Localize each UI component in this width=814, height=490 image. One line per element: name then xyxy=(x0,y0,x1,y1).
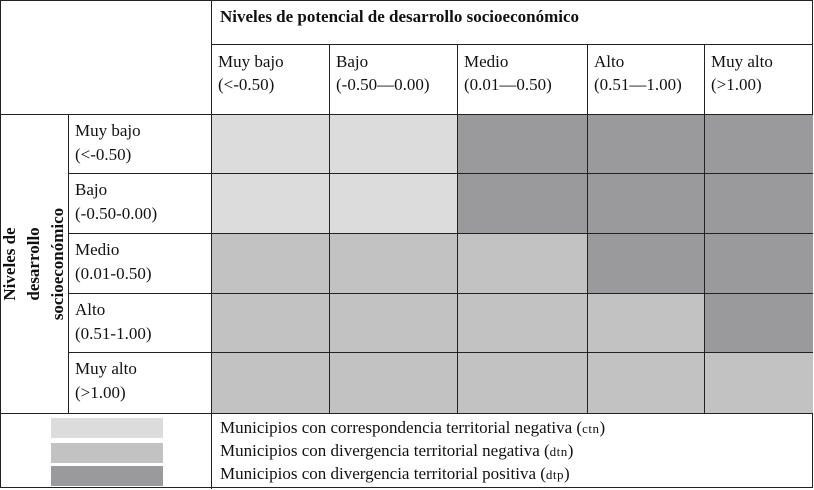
matrix-cell xyxy=(330,353,458,414)
row-header-muy-alto: Muy alto (>1.00) xyxy=(69,353,212,414)
matrix-cell xyxy=(705,294,813,353)
legend-entry-ctn: Municipios con correspondencia territorial negativa (ctn) xyxy=(220,418,606,437)
matrix-cell xyxy=(330,174,458,234)
matrix-cell xyxy=(212,234,330,294)
matrix-cell xyxy=(458,174,588,234)
matrix-cell xyxy=(212,353,330,414)
row-header-alto: Alto (0.51-1.00) xyxy=(69,294,212,353)
row-header-medio: Medio (0.01-0.50) xyxy=(69,234,212,294)
table-title: Niveles de potencial de desarrollo socioeconómico xyxy=(212,1,813,45)
matrix-cell xyxy=(705,174,813,234)
legend-entry-dtn: Municipios con divergencia territorial negativa (dtn) xyxy=(220,441,574,460)
matrix-cell xyxy=(458,353,588,414)
matrix-cell xyxy=(458,234,588,294)
matrix-cell xyxy=(330,294,458,353)
matrix-cell xyxy=(588,353,705,414)
legend-swatch-ctn xyxy=(51,418,163,438)
corner-cell xyxy=(1,1,212,115)
legend-text xyxy=(212,414,813,489)
matrix-cell xyxy=(705,234,813,294)
legend-swatch-dtp xyxy=(51,466,163,486)
legend-swatch-dtn xyxy=(51,443,163,463)
matrix-cell xyxy=(212,174,330,234)
column-header-muy-bajo: Muy bajo (<-0.50) xyxy=(212,45,330,115)
column-header-bajo: Bajo (-0.50—0.00) xyxy=(330,45,458,115)
matrix-cell xyxy=(705,353,813,414)
column-header-medio: Medio (0.01—0.50) xyxy=(458,45,588,115)
column-header-muy-alto: Muy alto (>1.00) xyxy=(705,45,813,115)
matrix-cell xyxy=(458,115,588,174)
matrix-cell xyxy=(705,115,813,174)
matrix-cell xyxy=(330,115,458,174)
matrix-cell xyxy=(588,234,705,294)
matrix-cell xyxy=(458,294,588,353)
matrix-cell xyxy=(330,234,458,294)
row-header-muy-bajo: Muy bajo (<-0.50) xyxy=(69,115,212,174)
legend-swatches xyxy=(1,414,212,489)
matrix-cell xyxy=(588,294,705,353)
row-header-bajo: Bajo (-0.50-0.00) xyxy=(69,174,212,234)
matrix-cell xyxy=(212,115,330,174)
matrix-cell xyxy=(588,174,705,234)
column-header-alto: Alto (0.51—1.00) xyxy=(588,45,705,115)
row-group-label: Niveles de desarrollo socioeconómico xyxy=(1,115,69,414)
matrix-cell xyxy=(212,294,330,353)
matrix-cell xyxy=(588,115,705,174)
legend-entry-dtp: Municipios con divergencia territorial positiva (dtp) xyxy=(220,464,570,483)
